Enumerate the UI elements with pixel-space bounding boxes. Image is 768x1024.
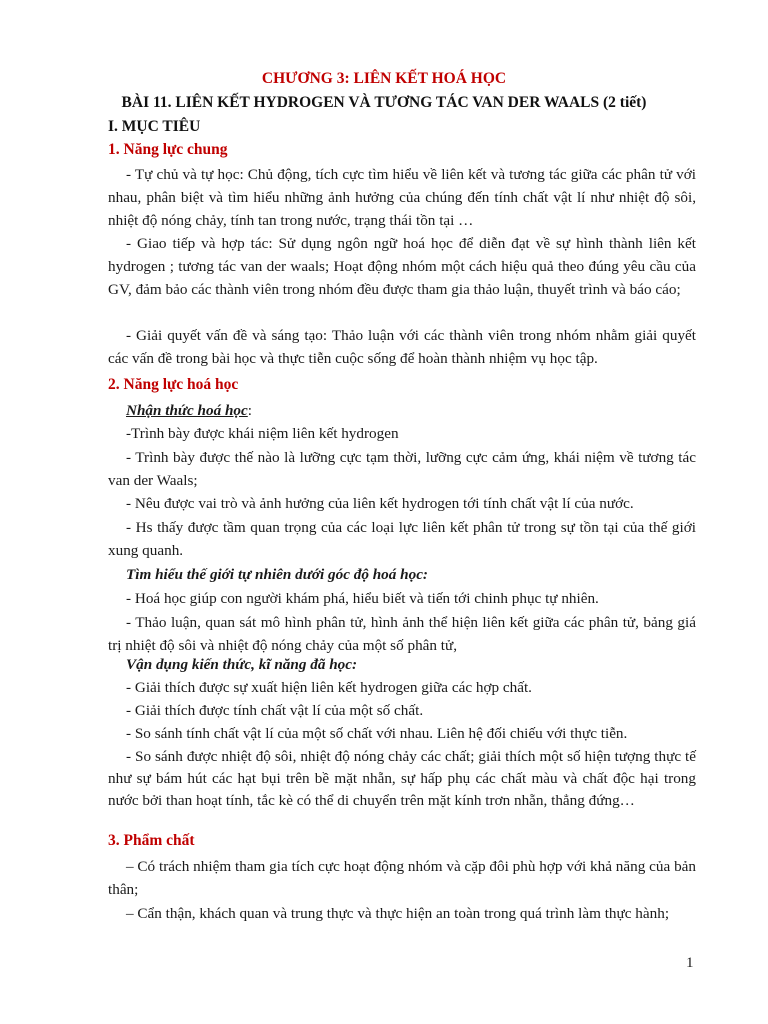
cognition-item: -Trình bày được khái niệm liên kết hydrogen [126, 425, 399, 442]
section-heading-objectives: I. MỤC TIÊU [108, 118, 201, 135]
cognition-heading-text: Nhận thức hoá học [126, 402, 248, 419]
explore-heading: Tìm hiểu thế giới tự nhiên dưới góc độ hoá học: [126, 566, 428, 583]
quality-item: – Cẩn thận, khách quan và trung thực và thực hiện an toàn trong quá trình làm thực hành; [126, 905, 670, 922]
cognition-item: - Hs thấy được tầm quan trọng của các loại lực liên kết phân tử trong sự tồn tại của thế giới xung quanh. [108, 519, 696, 559]
explore-item: - Thảo luận, quan sát mô hình phân tử, hình ảnh thể hiện liên kết giữa các phân tử, bảng giá trị nhiệt độ sôi và nhiệt độ nóng chảy của một số phân tử, [108, 614, 696, 654]
paragraph-self-study: - Tự chủ và tự học: Chủ động, tích cực tìm hiểu về liên kết và tương tác giữa các phân tử với nhau, phân biệt và tìm hiểu những ảnh hưởng của chúng đến tính chất vật lí như nhiệt độ sôi, nhiệt độ nóng chảy, tính tan trong nước, trạng thái tồn tại … [108, 166, 696, 229]
subheading-chemistry-competence: 2. Năng lực hoá học [108, 376, 239, 393]
apply-item: - So sánh được nhiệt độ sôi, nhiệt độ nóng chảy các chất; giải thích một số hiện tượng thực tế như sự bám hút các hạt bụi trên bề mặt nhẵn, sự hấp phụ các chất màu và chất độc hại trong nước bởi than hoạt tính, tắc kè có thể di chuyển trên mặt kính trơn nhẵn, thẳng đứng… [108, 748, 696, 809]
lesson-title: BÀI 11. LIÊN KẾT HYDROGEN VÀ TƯƠNG TÁC VAN DER WAALS (2 tiết) [121, 94, 647, 111]
cognition-item: - Nêu được vai trò và ảnh hưởng của liên kết hydrogen tới tính chất vật lí của nước. [126, 495, 634, 512]
paragraph-communication: - Giao tiếp và hợp tác: Sử dụng ngôn ngữ hoá học để diễn đạt về sự hình thành liên kết hydrogen ; tương tác van der waals; Hoạt động nhóm một cách hiệu quả theo đúng yêu cầu của GV, đảm bảo các thành viên trong nhóm đều được tham gia thảo luận, thuyết trình và báo cáo; [108, 235, 696, 298]
page-number: 1 [686, 955, 694, 971]
apply-item: - Giải thích được tính chất vật lí của một số chất. [126, 702, 424, 719]
paragraph-problem-solving: - Giải quyết vấn đề và sáng tạo: Thảo luận với các thành viên trong nhóm nhằm giải quyết các vấn đề trong bài học và thực tiễn cuộc sống để hoàn thành nhiệm vụ học tập. [108, 327, 696, 367]
explore-item: - Hoá học giúp con người khám phá, hiểu biết và tiến tới chinh phục tự nhiên. [126, 590, 599, 607]
subheading-qualities: 3. Phẩm chất [108, 832, 195, 849]
cognition-heading-colon: : [247, 402, 253, 419]
subheading-general-competence: 1. Năng lực chung [108, 141, 228, 158]
apply-item: - Giải thích được sự xuất hiện liên kết hydrogen giữa các hợp chất. [126, 679, 532, 696]
quality-item: – Có trách nhiệm tham gia tích cực hoạt động nhóm và cặp đôi phù hợp với khả năng của bản thân; [108, 858, 696, 898]
apply-item: - So sánh tính chất vật lí của một số chất với nhau. Liên hệ đối chiếu với thực tiễn. [126, 725, 628, 742]
chapter-title: CHƯƠNG 3: LIÊN KẾT HOÁ HỌC [261, 70, 507, 87]
cognition-heading [108, 400, 698, 422]
apply-heading: Vận dụng kiến thức, kĩ năng đã học: [126, 656, 358, 673]
cognition-item: - Trình bày được thế nào là lưỡng cực tạm thời, lưỡng cực cảm ứng, khái niệm về tương tác van der Waals; [108, 449, 696, 489]
